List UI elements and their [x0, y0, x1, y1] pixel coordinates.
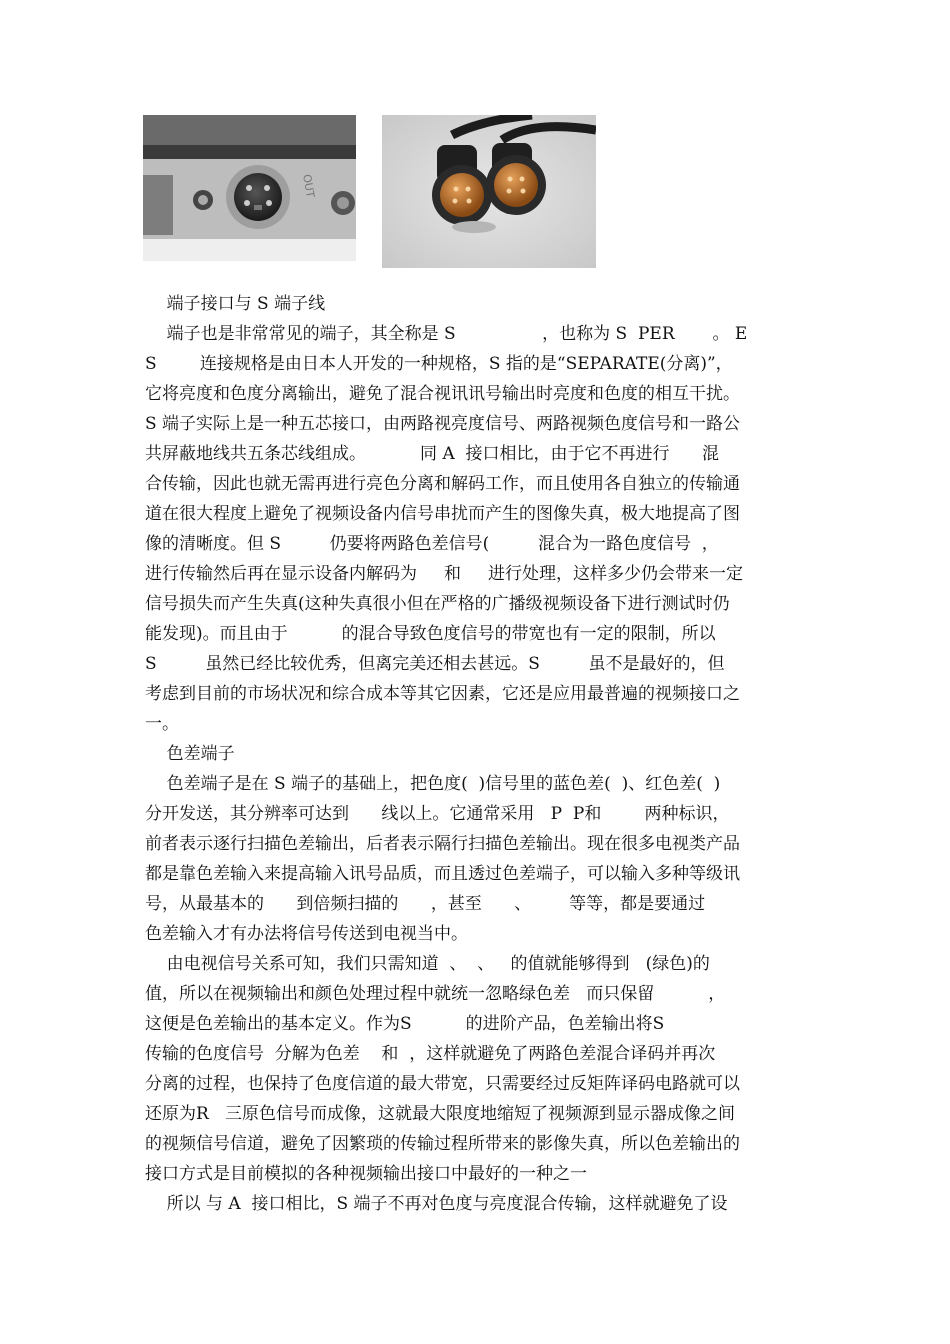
text-line: 号，从最基本的 到倍频扫描的 ，甚至 、 等等，都是要通过 [145, 894, 706, 914]
s-cable-photo [382, 115, 596, 268]
text-line: 进行传输然后再在显示设备内解码为 和 进行处理，这样多少仍会带来一定 [145, 564, 744, 584]
text-line: 色差端子是在 S 端子的基础上，把色度( )信号里的蓝色差( )、红色差( ) [145, 774, 721, 794]
text-line: 能发现)。而且由于 的混合导致色度信号的带宽也有一定的限制，所以 [145, 624, 716, 644]
text-line: 前者表示逐行扫描色差输出，后者表示隔行扫描色差输出。现在很多电视类产品 [145, 834, 740, 854]
text-line: 一。 [145, 714, 179, 734]
text-line: 所以 与 A 接口相比，S 端子不再对色度与亮度混合传输，这样就避免了设 [145, 1194, 728, 1214]
text-line: 合传输，因此也就无需再进行亮色分离和解码工作，而且使用各自独立的传输通 [145, 474, 740, 494]
text-line: 传输的色度信号 分解为色差 和 ，这样就避免了两路色差混合译码并再次 [145, 1044, 716, 1064]
text-line: 分离的过程，也保持了色度信道的最大带宽，只需要经过反矩阵译码电路就可以 [145, 1074, 740, 1094]
text-line: 都是靠色差输入来提高输入讯号品质，而且透过色差端子，可以输入多种等级讯 [145, 864, 740, 884]
text-line: 道在很大程度上避免了视频设备内信号串扰而产生的图像失真，极大地提高了图 [145, 504, 740, 524]
text-line: 的视频信号信道，避免了因繁琐的传输过程所带来的影像失真，所以色差输出的 [145, 1134, 740, 1154]
text-line: 像的清晰度。但 S 仍要将两路色差信号( 混合为一路色度信号 ， [145, 534, 719, 554]
text-line: 考虑到目前的市场状况和综合成本等其它因素，它还是应用最普遍的视频接口之 [145, 684, 740, 704]
text-line: S 连接规格是由日本人开发的一种规格，S 指的是“SEPARATE(分离)”， [145, 354, 733, 374]
text-line: S 虽然已经比较优秀，但离完美还相去甚远。S 虽不是最好的，但 [145, 654, 725, 674]
text-line: 分开发送，其分辨率可达到 线以上。它通常采用 P P和 两种标识， [145, 804, 730, 824]
text-line: 它将亮度和色度分离输出，避免了混合视讯讯号输出时亮度和色度的相互干扰。 [145, 384, 740, 404]
text-line: 色差端子 [145, 744, 235, 764]
text-line: 端子接口与 S 端子线 [145, 294, 326, 314]
text-line: 共屏蔽地线共五条芯线组成。 同 A 接口相比，由于它不再进行 混 [145, 444, 719, 464]
text-line: 还原为R 三原色信号而成像，这就最大限度地缩短了视频源到显示器成像之间 [145, 1104, 736, 1124]
text-line: S 端子实际上是一种五芯接口，由两路视亮度信号、两路视频色度信号和一路公 [145, 414, 741, 434]
s-port-photo [143, 115, 356, 261]
text-line: 端子也是非常常见的端子，其全称是 S ，也称为 S PER 。 E [145, 324, 748, 344]
svg-text:OUT: OUT [300, 173, 317, 199]
text-line: 接口方式是目前模拟的各种视频输出接口中最好的一种之一 [145, 1164, 587, 1184]
text-line: 值，所以在视频输出和颜色处理过程中就统一忽略绿色差 而只保留 ， [145, 984, 726, 1004]
text-line: 信号损失而产生失真(这种失真很小但在严格的广播级视频设备下进行测试时仍 [145, 594, 730, 614]
text-line: 色差输入才有办法将信号传送到电视当中。 [145, 924, 468, 944]
text-line: 这便是色差输出的基本定义。作为S 的进阶产品，色差输出将S [145, 1014, 665, 1034]
text-line: 由电视信号关系可知，我们只需知道 、 、 的值就能够得到 (绿色)的 [145, 954, 710, 974]
